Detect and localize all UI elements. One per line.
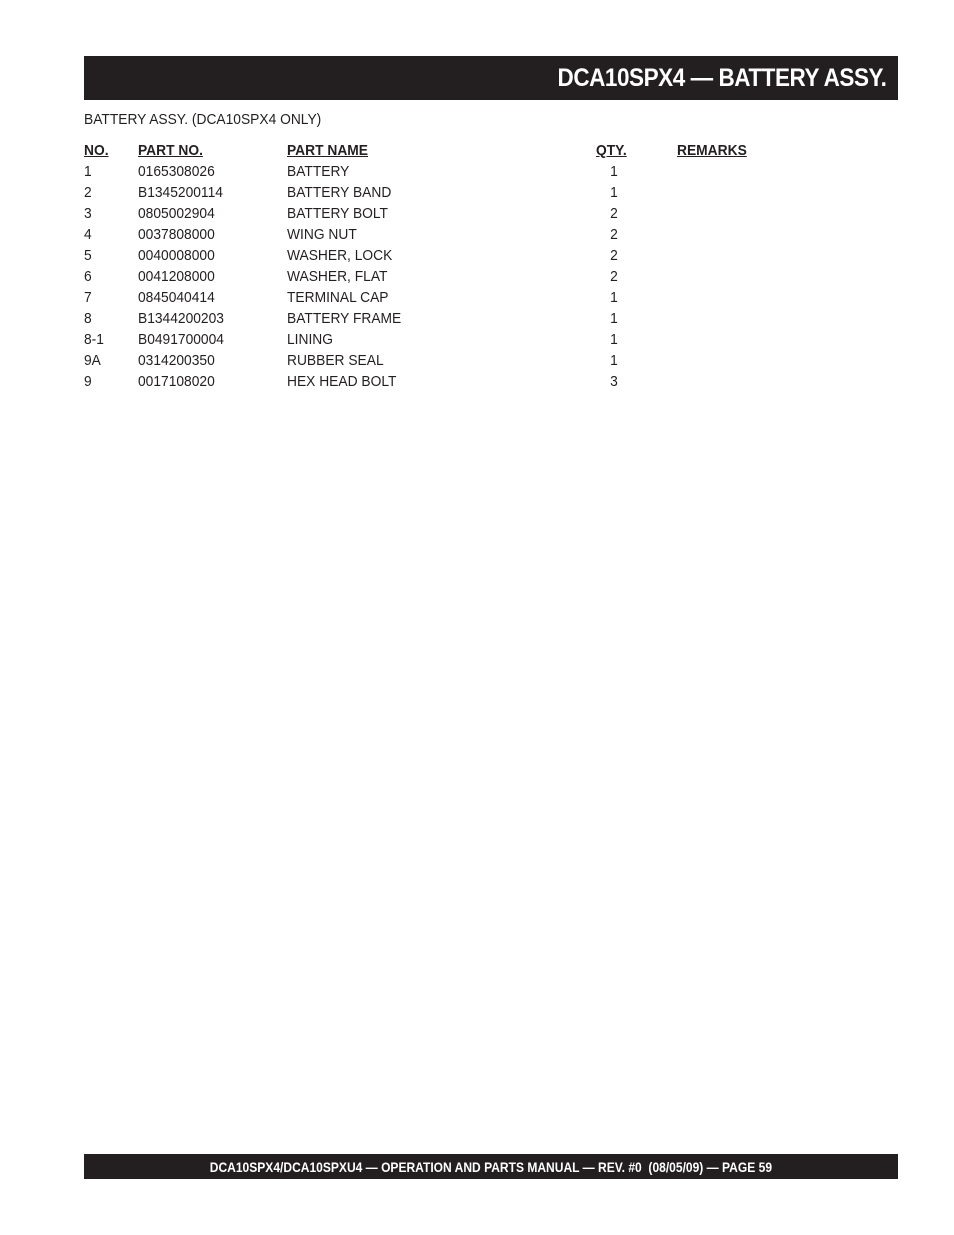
cell-part-no: 0017108020 <box>138 373 215 390</box>
cell-qty: 1 <box>610 289 618 306</box>
cell-part-name: BATTERY <box>287 163 350 180</box>
column-header-part-name: PART NAME <box>287 142 369 159</box>
parts-table <box>84 140 784 392</box>
table-row <box>84 350 784 371</box>
cell-part-name: BATTERY BAND <box>287 184 392 201</box>
cell-part-no: 0037808000 <box>138 226 215 243</box>
cell-part-name: WASHER, LOCK <box>287 247 393 264</box>
cell-part-no: B0491700004 <box>138 331 224 348</box>
page-title: DCA10SPX4 — BATTERY ASSY. <box>557 63 886 92</box>
cell-qty: 1 <box>610 352 618 369</box>
title-bar <box>84 56 898 100</box>
cell-qty: 1 <box>610 163 618 180</box>
cell-part-no: B1344200203 <box>138 310 224 327</box>
cell-no: 7 <box>84 289 92 306</box>
table-row <box>84 287 784 308</box>
cell-part-no: 0040008000 <box>138 247 215 264</box>
cell-qty: 1 <box>610 310 618 327</box>
cell-no: 9 <box>84 373 92 390</box>
cell-part-name: LINING <box>287 331 334 348</box>
cell-no: 5 <box>84 247 92 264</box>
table-row <box>84 245 784 266</box>
cell-no: 1 <box>84 163 92 180</box>
cell-no: 2 <box>84 184 92 201</box>
cell-qty: 2 <box>610 226 618 243</box>
cell-part-name: WING NUT <box>287 226 357 243</box>
section-subtitle: BATTERY ASSY. (DCA10SPX4 ONLY) <box>84 111 322 128</box>
cell-part-name: WASHER, FLAT <box>287 268 388 285</box>
cell-qty: 1 <box>610 184 618 201</box>
table-row <box>84 266 784 287</box>
column-header-qty: QTY. <box>596 142 627 159</box>
table-row <box>84 161 784 182</box>
table-row <box>84 182 784 203</box>
cell-qty: 2 <box>610 268 618 285</box>
table-row <box>84 371 784 392</box>
table-header-row <box>84 140 784 161</box>
cell-no: 4 <box>84 226 92 243</box>
cell-no: 8-1 <box>84 331 104 348</box>
cell-part-no: B1345200114 <box>138 184 223 201</box>
cell-part-no: 0314200350 <box>138 352 215 369</box>
column-header-remarks: REMARKS <box>677 142 747 159</box>
cell-part-name: HEX HEAD BOLT <box>287 373 397 390</box>
cell-no: 8 <box>84 310 92 327</box>
cell-qty: 1 <box>610 331 618 348</box>
table-row <box>84 224 784 245</box>
cell-part-name: TERMINAL CAP <box>287 289 389 306</box>
cell-no: 9A <box>84 352 101 369</box>
cell-no: 3 <box>84 205 92 222</box>
cell-part-no: 0165308026 <box>138 163 215 180</box>
column-header-no: NO. <box>84 142 109 159</box>
cell-no: 6 <box>84 268 92 285</box>
table-row <box>84 203 784 224</box>
cell-qty: 3 <box>610 373 618 390</box>
cell-part-no: 0041208000 <box>138 268 215 285</box>
cell-part-no: 0845040414 <box>138 289 215 306</box>
column-header-part-no: PART NO. <box>138 142 203 159</box>
cell-part-no: 0805002904 <box>138 205 215 222</box>
footer-text: DCA10SPX4/DCA10SPXU4 — OPERATION AND PARTS MANUAL — REV. #0 (08/05/09) — PAGE 59 <box>209 1158 773 1175</box>
cell-qty: 2 <box>610 205 618 222</box>
table-row <box>84 308 784 329</box>
footer-bar <box>84 1154 898 1179</box>
cell-qty: 2 <box>610 247 618 264</box>
cell-part-name: RUBBER SEAL <box>287 352 384 369</box>
table-row <box>84 329 784 350</box>
cell-part-name: BATTERY FRAME <box>287 310 402 327</box>
cell-part-name: BATTERY BOLT <box>287 205 388 222</box>
